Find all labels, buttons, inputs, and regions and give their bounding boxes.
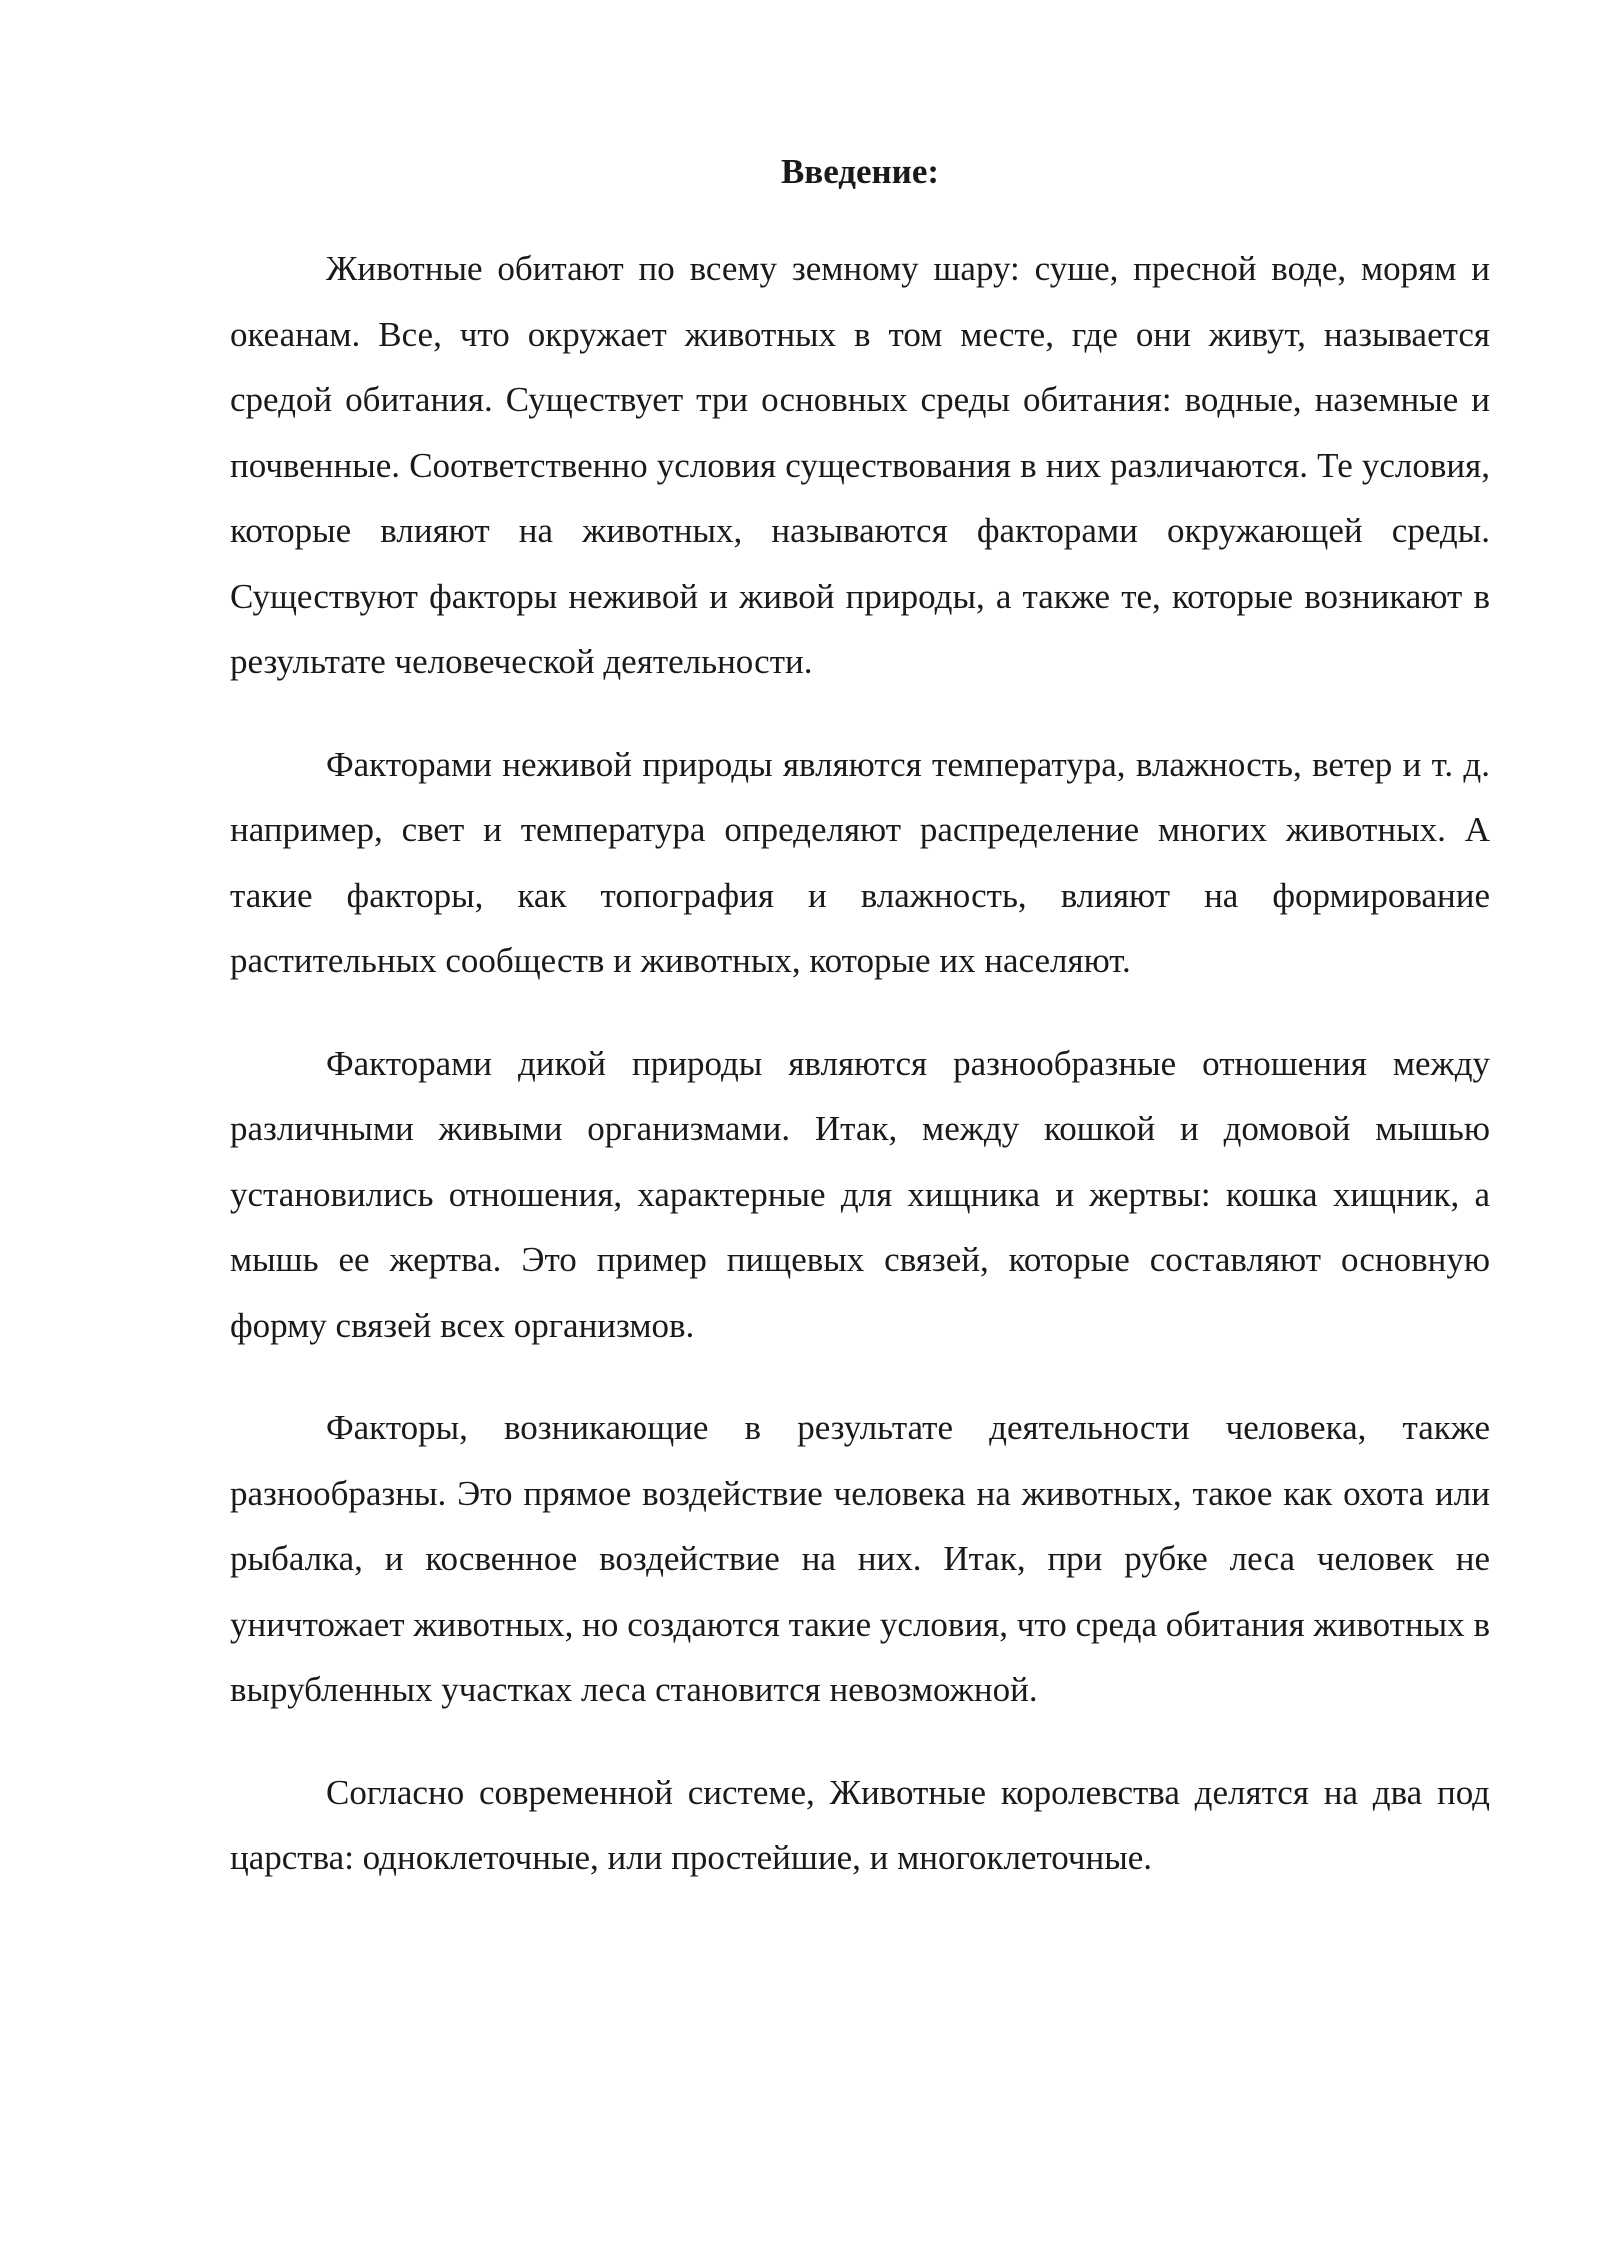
- paragraph-habitats: Животные обитают по всему земному шару: суше, пресной воде, морям и океанам. Все, что окружает животных в том месте, где они живут, называется средой обитания. Существует три основных среды обитания: водные, наземные и почвенные. Соответственно условия существования в них различаются. Те условия, которые влияют на животных, называются факторами окружающей среды. Существуют факторы неживой и живой природы, а также те, которые возникают в результате человеческой деятельности.: [230, 249, 1490, 681]
- paragraph-biotic-factors: Факторами дикой природы являются разнообразные отношения между различными живыми организмами. Итак, между кошкой и домовой мышью установились отношения, характерные для хищника и жертвы: кошка хищник, а мышь ее жертва. Это пример пищевых связей, которые составляют основную форму связей всех организмов.: [230, 1043, 1490, 1345]
- page-title: Введение:: [780, 152, 940, 191]
- document-body: [230, 148, 1490, 1928]
- paragraph-abiotic-factors: Факторами неживой природы являются температура, влажность, ветер и т. д. например, свет и температура определяют распределение многих животных. А такие факторы, как топография и влажность, влияют на формирование растительных сообществ и животных, которые их населяют.: [230, 744, 1490, 980]
- paragraph-human-factors: Факторы, возникающие в результате деятельности человека, также разнообразны. Это прямое воздействие человека на животных, такое как охота или рыбалка, и косвенное воздействие на них. Итак, при рубке леса человек не уничтожает животных, но создаются такие условия, что среда обитания животных в вырубленных участках леса становится невозможной.: [230, 1408, 1490, 1709]
- paragraph-classification: Согласно современной системе, Животные королевства делятся на два под царства: одноклеточные, или простейшие, и многоклеточные.: [230, 1772, 1490, 1877]
